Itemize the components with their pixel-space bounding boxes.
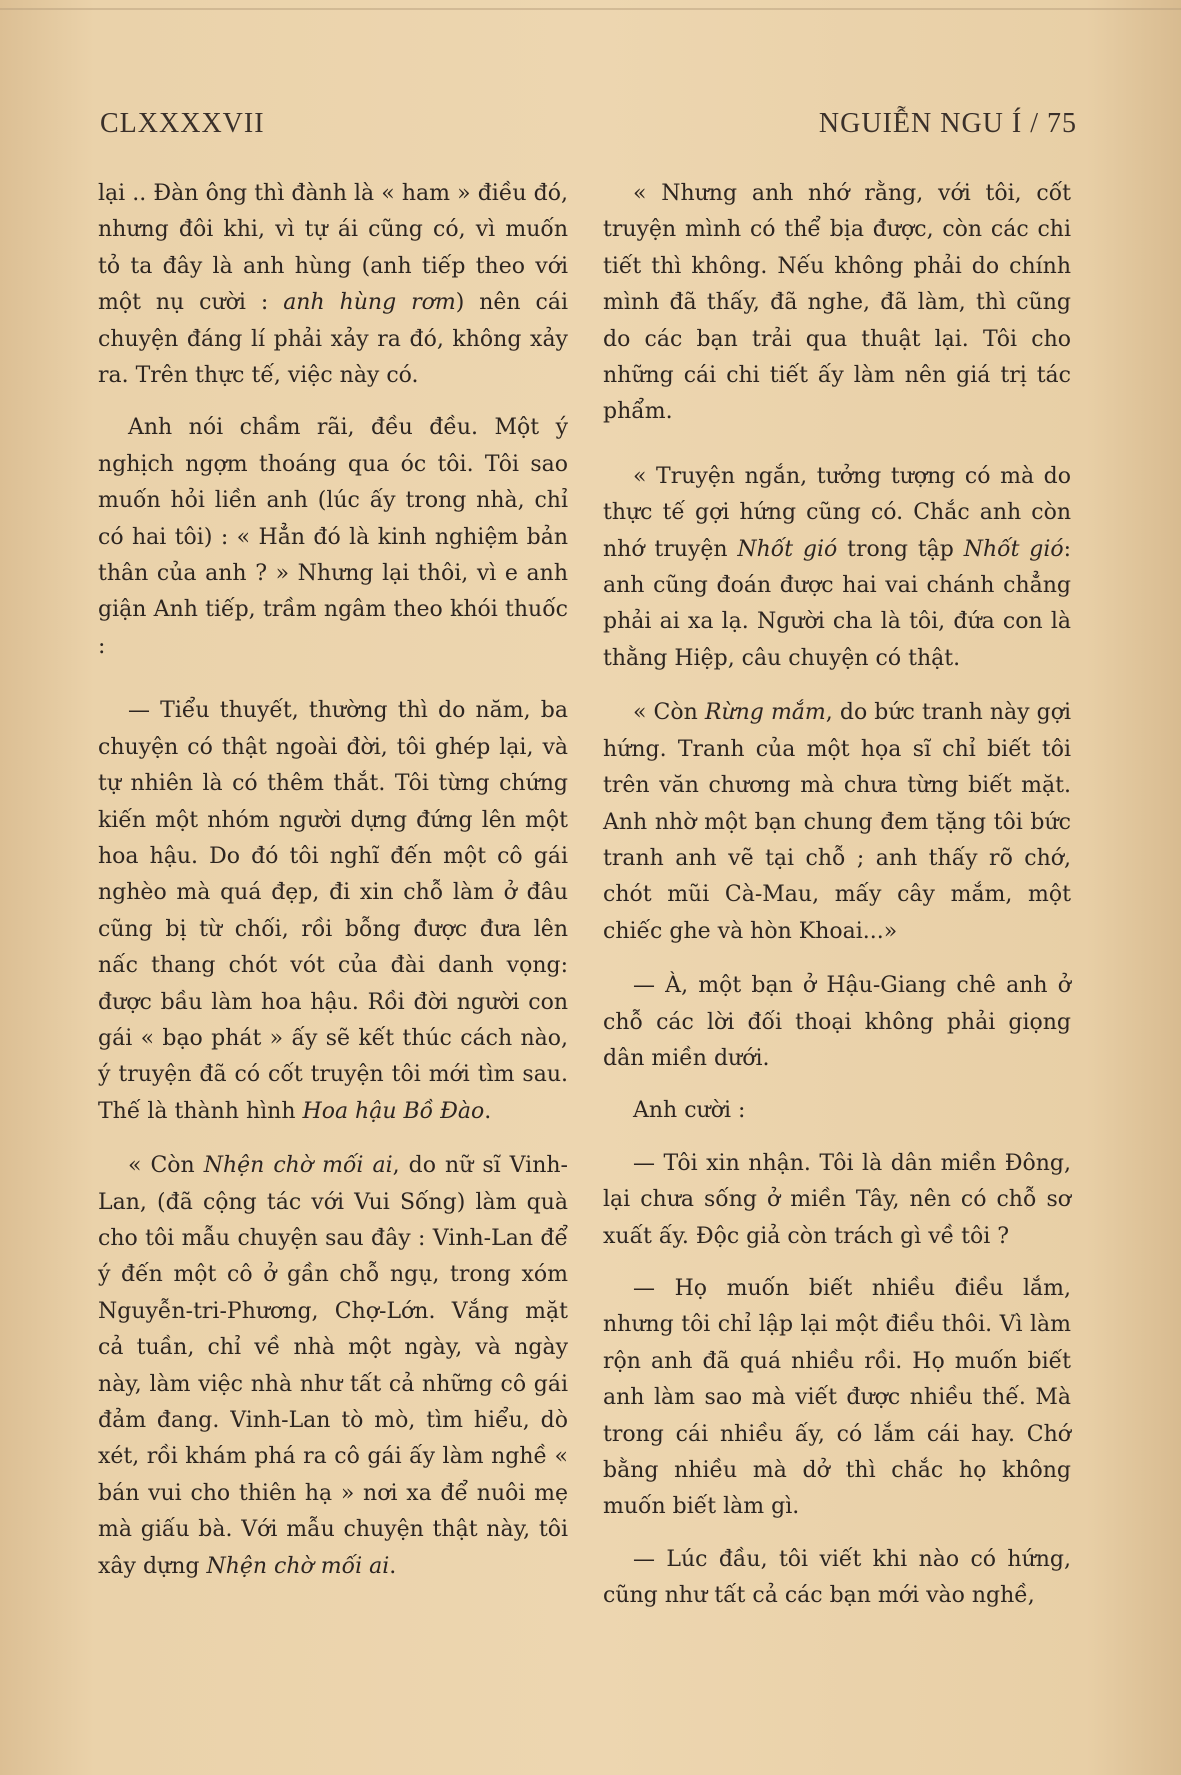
paragraph: — Họ muốn biết nhiều điều lắm, nhưng tôi chỉ lập lại một điều thôi. Vì làm rộn anh đã quá nhiều rồi. Họ muốn biết anh làm sao mà viết được nhiều thế. Mà trong cái nhiều ấy, có lắm cái hay. Chớ bằng nhiều mà dở thì chắc họ không muốn biết làm gì. (603, 1275, 1071, 1520)
paragraph: — À, một bạn ở Hậu-Giang chê anh ở chỗ các lời đối thoại không phải giọng dân miền dưới. (603, 973, 1071, 1071)
paragraph: « Còn Rừng mắm, do bức tranh này gợi hứng. Tranh của một họa sĩ chỉ biết tôi trên văn chương mà chưa từng biết mặt. Anh nhờ một bạn chung đem tặng tôi bức tranh anh vẽ tại chỗ ; anh thấy rõ chớ, chót mũi Cà-Mau, mấy cây mắm, một chiếc ghe và hòn Khoai...» (603, 700, 1071, 944)
paragraph: — Lúc đầu, tôi viết khi nào có hứng, cũng như tất cả các bạn mới vào nghề, (603, 1546, 1071, 1609)
right-column (603, 176, 1071, 1631)
issue-number: CLXXXXVII (100, 108, 265, 139)
paragraph: — Tiểu thuyết, thường thì do năm, ba chuyện có thật ngoài đời, tôi ghép lại, và tự nhiên là có thêm thắt. Tôi từng chứng kiến một nhóm người dựng đứng lên một hoa hậu. Do đó tôi nghĩ đến một cô gái nghèo mà quá đẹp, đi xin chỗ làm ở đâu cũng bị từ chối, rồi bỗng được đưa lên nấc thang chót vót của đài danh vọng: được bầu làm hoa hậu. Rồi đời người con gái « bạo phát » ấy sẽ kết thúc cách nào, ý truyện đã có cốt truyện tôi mới tìm sau. Thế là thành hình Hoa hậu Bồ Đào. (98, 698, 568, 1124)
top-edge (0, 8, 1181, 10)
running-header (100, 108, 1077, 148)
paragraph: Anh nói chầm rãi, đều đều. Một ý nghịch ngợm thoáng qua óc tôi. Tôi sao muốn hỏi liền anh (lúc ấy trong nhà, chỉ có hai tôi) : « Hẳn đó là kinh nghiệm bản thân của anh ? » Nhưng lại thôi, vì e anh giận Anh tiếp, trầm ngâm theo khói thuốc : (98, 415, 568, 659)
paragraph: « Còn Nhện chờ mối ai, do nữ sĩ Vinh-Lan, (đã cộng tác với Vui Sống) làm quà cho tôi mẫu chuyện sau đây : Vinh-Lan để ý đến một cô ở gần chỗ ngụ, trong xóm Nguyễn-tri-Phương, Chợ-Lớn. Vắng mặt cả tuần, chỉ về nhà một ngày, và ngày này, làm việc nhà như tất cả những cô gái đảm đang. Vinh-Lan tò mò, tìm hiểu, dò xét, rồi khám phá ra cô gái ấy làm nghề « bán vui cho thiên hạ » nơi xa để nuôi mẹ mà giấu bà. Với mẫu chuyện thật này, tôi xây dựng Nhện chờ mối ai. (98, 1153, 568, 1579)
left-column (98, 176, 568, 1601)
paragraph: « Truyện ngắn, tưởng tượng có mà do thực tế gợi hứng cũng có. Chắc anh còn nhớ truyện Nhốt gió trong tập Nhốt gió: anh cũng đoán được hai vai chánh chẳng phải ai xa lạ. Người cha là tôi, đứa con là thằng Hiệp, câu chuyện có thật. (603, 463, 1072, 671)
paragraph: — Tôi xin nhận. Tôi là dân miền Đông, lại chưa sống ở miền Tây, nên có chỗ sơ xuất ấy. Độc giả còn trách gì về tôi ? (603, 1150, 1071, 1249)
author-page-number: NGUIỄN NGU Í / 75 (818, 108, 1077, 139)
paragraph: lại .. Đàn ông thì đành là « ham » điều đó, nhưng đôi khi, vì tự ái cũng có, vì muốn tỏ ta đây là anh hùng (anh tiếp theo với một nụ cười : anh hùng rơm) nên cái chuyện đáng lí phải xảy ra đó, không xảy ra. Trên thực tế, việc này có. (98, 181, 568, 389)
paragraph: Anh cười : (633, 1098, 746, 1124)
paragraph: « Nhưng anh nhớ rằng, với tôi, cốt truyện mình có thể bịa được, còn các chi tiết thì không. Nếu không phải do chính mình đã thấy, đã nghe, đã làm, thì cũng do các bạn trải qua thuật lại. Tôi cho những cái chi tiết ấy làm nên giá trị tác phẩm. (603, 181, 1071, 425)
